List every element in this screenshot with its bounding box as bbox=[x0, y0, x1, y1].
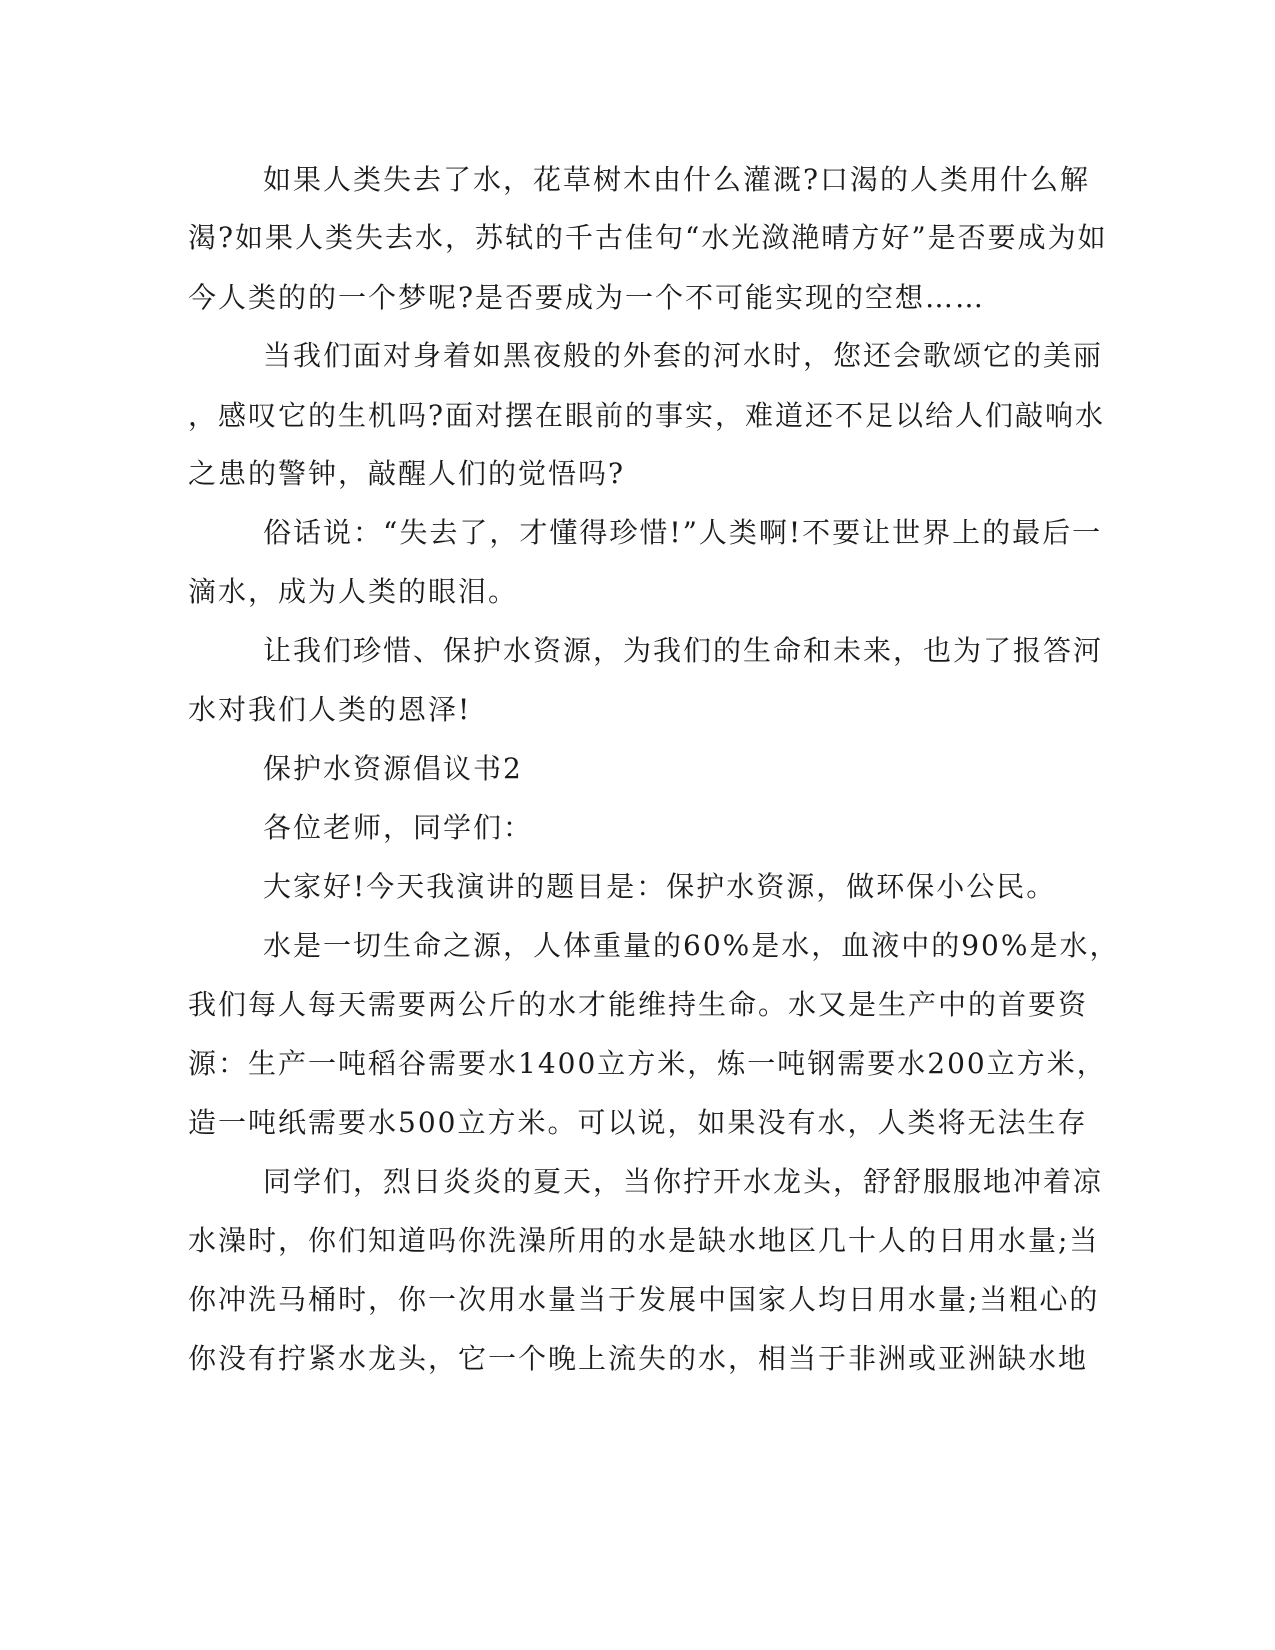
text-line-18: 同学们，烈日炎炎的夏天，当你拧开水龙头，舒舒服服地冲着凉 bbox=[263, 1165, 1104, 1198]
text-line-15: 我们每人每天需要两公斤的水才能维持生命。水又是生产中的首要资 bbox=[188, 988, 1089, 1021]
text-line-20: 你冲洗马桶时，你一次用水量当于发展中国家人均日用水量;当粗心的 bbox=[188, 1283, 1100, 1316]
text-line-5: ，感叹它的生机吗?面对摆在眼前的事实，难道还不足以给人们敲响水 bbox=[188, 399, 1106, 432]
text-line-9: 让我们珍惜、保护水资源，为我们的生命和未来，也为了报答河 bbox=[263, 634, 1104, 667]
text-line-4: 当我们面对身着如黑夜般的外套的河水时，您还会歌颂它的美丽 bbox=[263, 339, 1104, 372]
text-line-2: 渴?如果人类失去水，苏轼的千古佳句“水光潋滟晴方好”是否要成为如 bbox=[188, 221, 1108, 254]
text-line-17: 造一吨纸需要水500立方米。可以说，如果没有水，人类将无法生存 bbox=[188, 1106, 1088, 1139]
text-line-3: 今人类的的一个梦呢?是否要成为一个不可能实现的空想…… bbox=[188, 281, 986, 314]
text-line-21: 你没有拧紧水龙头，它一个晚上流失的水，相当于非洲或亚洲缺水地 bbox=[188, 1342, 1089, 1375]
text-line-16: 源：生产一吨稻谷需要水1400立方米，炼一吨钢需要水200立方米， bbox=[188, 1047, 1107, 1080]
text-line-19: 水澡时，你们知道吗你洗澡所用的水是缺水地区几十人的日用水量;当 bbox=[188, 1224, 1100, 1257]
text-line-8: 滴水，成为人类的眼泪。 bbox=[188, 575, 519, 608]
text-line-12: 各位老师，同学们： bbox=[263, 811, 534, 844]
text-line-6: 之患的警钟，敲醒人们的觉悟吗? bbox=[188, 457, 626, 490]
text-line-13: 大家好!今天我演讲的题目是：保护水资源，做环保小公民。 bbox=[263, 870, 1057, 903]
text-line-1: 如果人类失去了水，花草树木由什么灌溉?口渴的人类用什么解 bbox=[263, 163, 1091, 196]
section-heading: 保护水资源倡议书2 bbox=[263, 752, 523, 785]
text-line-14: 水是一切生命之源，人体重量的60%是水，血液中的90%是水， bbox=[263, 929, 1120, 962]
text-line-10: 水对我们人类的恩泽! bbox=[188, 693, 472, 726]
text-line-7: 俗话说：“失去了，才懂得珍惜!”人类啊!不要让世界上的最后一 bbox=[263, 516, 1103, 549]
